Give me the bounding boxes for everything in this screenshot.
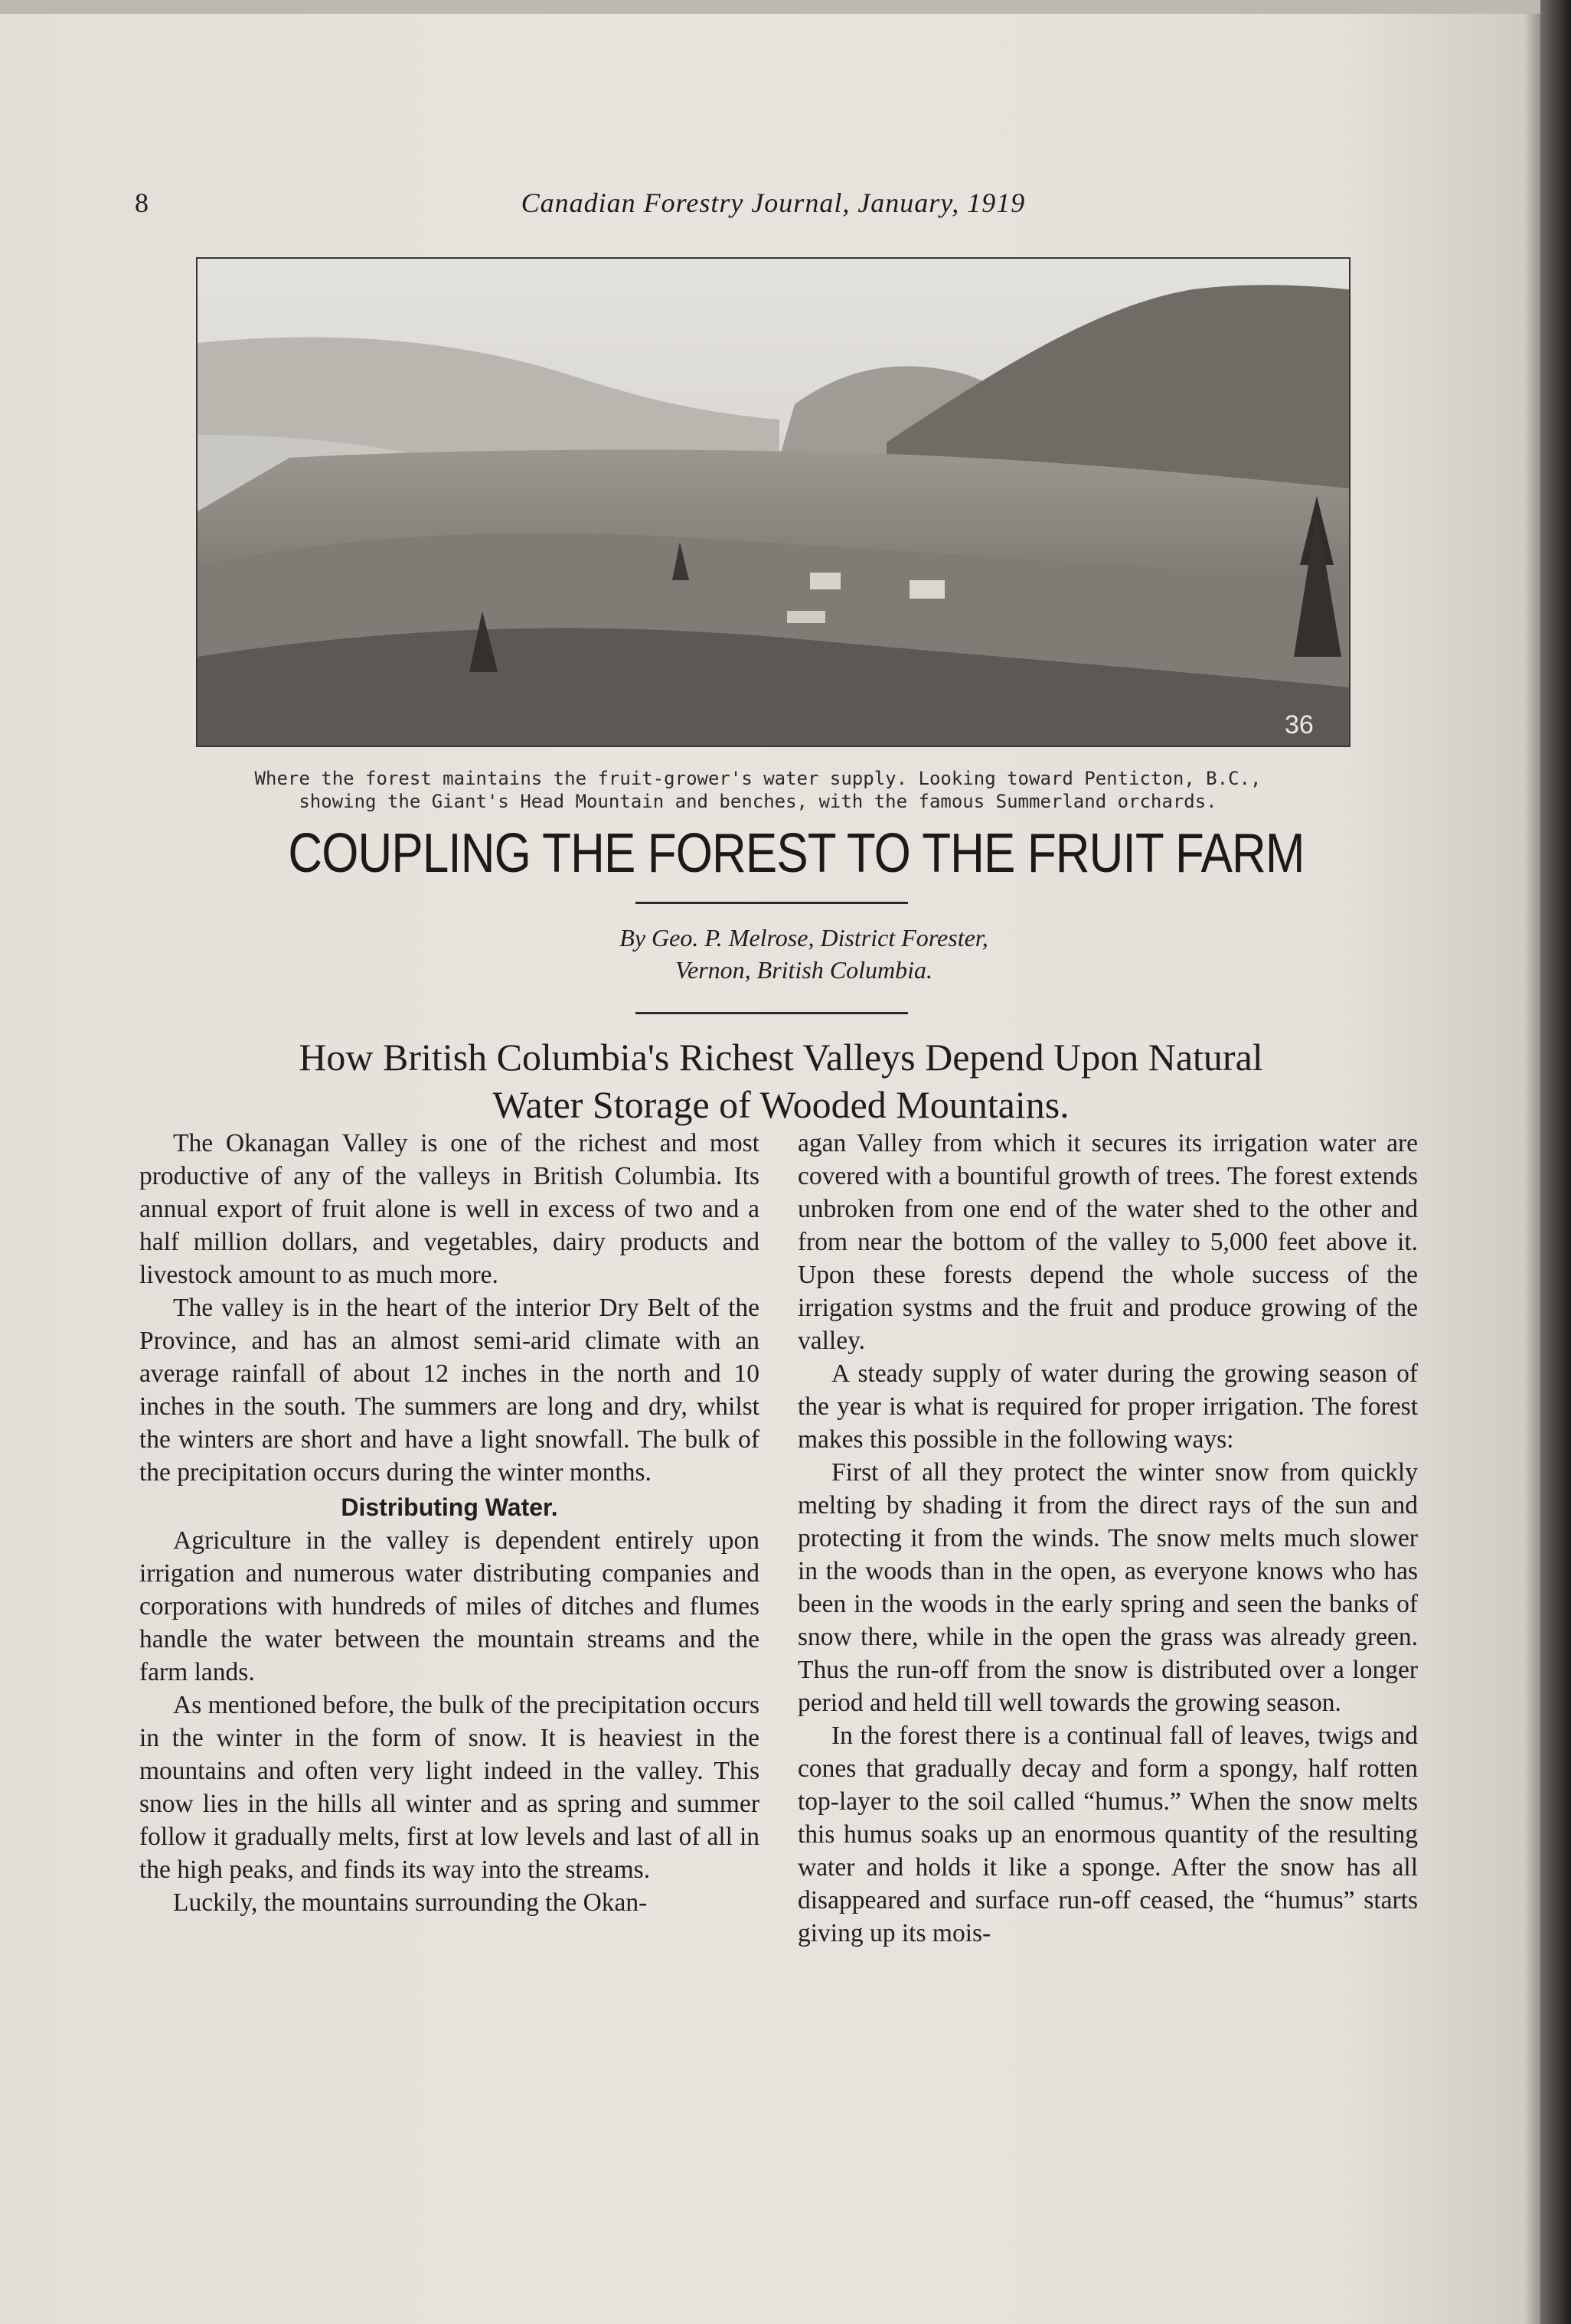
- title-rule: [635, 902, 908, 904]
- byline: [429, 922, 1179, 986]
- article-title: COUPLING THE FOREST TO THE FRUIT FARM: [288, 823, 1305, 884]
- paragraph: Luckily, the mountains surrounding the Okan-: [173, 1888, 648, 1917]
- subheading: [153, 1033, 1409, 1128]
- plate-number: 36: [1285, 710, 1314, 739]
- section-heading: Distributing Water.: [341, 1493, 558, 1521]
- photo-caption: [168, 767, 1347, 813]
- subheading-line-2: Water Storage of Wooded Mountains.: [492, 1083, 1070, 1126]
- caption-line-2: showing the Giant's Head Mountain and benches, with the famous Summerland orchards.: [299, 791, 1217, 812]
- paragraph: As mentioned before, the bulk of the precipitation occurs in the winter in the form of snow. It is heaviest in the mountains and often very light indeed in the valley. This snow lies in the hills all winter and as spring and summer follow it gradually melts, first at low levels and last of all in the high peaks, and finds its way into the streams.: [139, 1691, 759, 1884]
- valley-orchard-image: [198, 259, 1349, 746]
- left-column: [139, 1127, 759, 1919]
- paragraph: A steady supply of water during the growing season of the year is what is required for proper irrigation. The forest makes this possible in the following ways:: [798, 1359, 1418, 1454]
- subheading-line-1: How British Columbia's Richest Valleys Depend Upon Natural: [299, 1036, 1263, 1079]
- paragraph: The Okanagan Valley is one of the richest and most productive of any of the valleys in British Columbia. Its annual export of fruit alone is well in excess of two and a half million dollars, and vegetables, dairy products and livestock amount to as much more.: [139, 1129, 759, 1289]
- paragraph: First of all they protect the winter snow from quickly melting by shading it from the direct rays of the sun and protecting it from the winds. The snow melts much slower in the woods than in the open, as everyone knows who has been in the woods in the early spring and seen the banks of snow there, while in the open the grass was already green. Thus the run-off from the snow is distributed over a longer period and held till well towards the growing season.: [798, 1458, 1418, 1717]
- byline-location: Vernon, British Columbia.: [674, 956, 932, 984]
- right-column: [798, 1127, 1418, 1950]
- byline-rule: [635, 1012, 908, 1014]
- paragraph: Agriculture in the valley is dependent entirely upon irrigation and numerous water distributing companies and corporations with hundreds of miles of ditches and flumes handle the water between the mountain streams and the farm lands.: [139, 1526, 759, 1686]
- page-top-edge: [0, 0, 1571, 14]
- binding-edge: [1540, 0, 1571, 2324]
- running-head: Canadian Forestry Journal, January, 1919: [521, 188, 1026, 218]
- paragraph: In the forest there is a continual fall of leaves, twigs and cones that gradually decay and form a spongy, half rotten top-layer to the soil called “humus.” When the snow melts this humus soaks up an enormous quantity of the resulting water and holds it like a sponge. After the snow has all disappeared and surface run-off ceased, the “humus” starts giving up its mois-: [798, 1722, 1418, 1947]
- byline-author: By Geo. P. Melrose, District Forester,: [619, 924, 988, 951]
- page-number: 8: [135, 188, 149, 218]
- paragraph: agan Valley from which it secures its irrigation water are covered with a bountiful growth of trees. The forest extends unbroken from one end of the water shed to the other and from near the bottom of the valley to 5,000 feet above it. Upon these forests depend the whole success of the irrigation systms and the fruit and produce growing of the valley.: [798, 1129, 1418, 1355]
- landscape-photo: [196, 257, 1351, 747]
- caption-line-1: Where the forest maintains the fruit-grower's water supply. Looking toward Penticton, B.C.,: [254, 768, 1262, 789]
- paragraph: The valley is in the heart of the interior Dry Belt of the Province, and has an almost semi-arid climate with an average rainfall of about 12 inches in the north and 10 inches in the south. The summers are long and dry, whilst the winters are short and have a light snowfall. The bulk of the precipitation occurs during the winter months.: [139, 1294, 759, 1487]
